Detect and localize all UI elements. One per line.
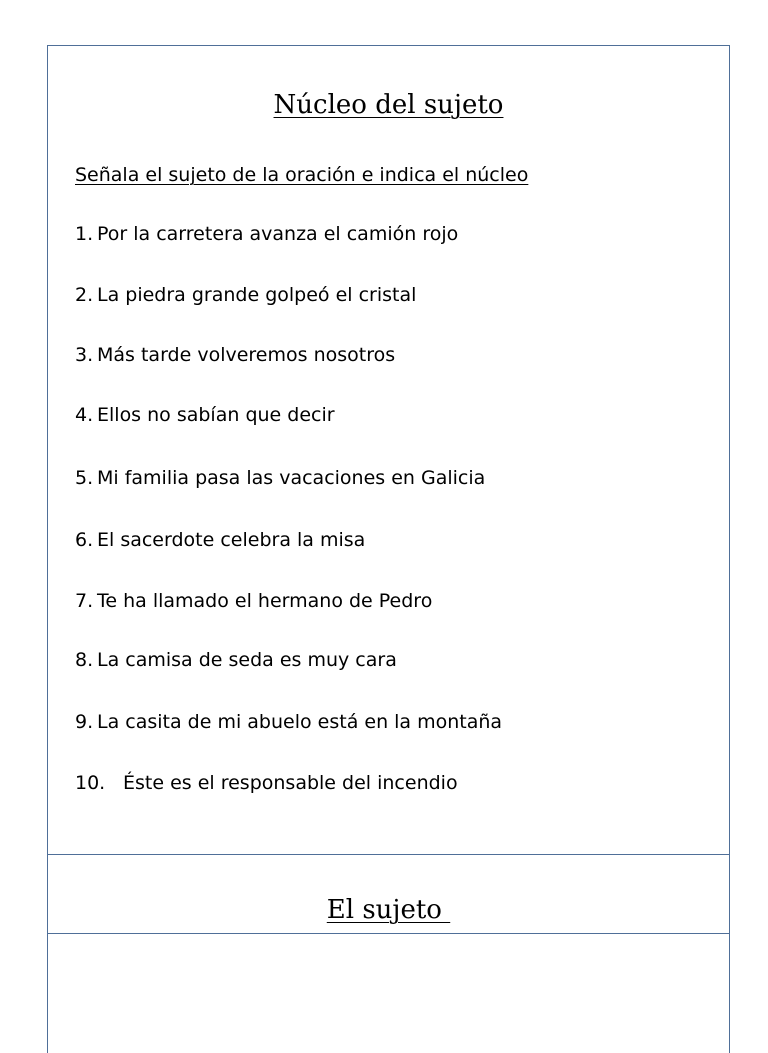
list-item-10 xyxy=(75,772,458,794)
item-number: 9. xyxy=(75,711,94,733)
item-text: Éste es el responsable del incendio xyxy=(123,772,458,794)
item-text: Te ha llamado el hermano de Pedro xyxy=(97,590,433,612)
item-number: 6. xyxy=(75,529,94,551)
item-number: 5. xyxy=(75,467,94,489)
list-item-4 xyxy=(75,404,335,426)
item-text: La piedra grande golpeó el cristal xyxy=(97,284,417,306)
instruction-text: Señala el sujeto de la oración e indica el núcleo xyxy=(75,164,529,186)
item-text: Ellos no sabían que decir xyxy=(97,404,335,426)
item-number: 3. xyxy=(75,344,94,366)
item-number: 8. xyxy=(75,649,94,671)
list-item-1 xyxy=(75,223,458,245)
list-item-9 xyxy=(75,711,502,733)
content-box xyxy=(47,933,730,1053)
list-item-7 xyxy=(75,590,432,612)
item-text: La casita de mi abuelo está en la montaña xyxy=(97,711,503,733)
item-number: 2. xyxy=(75,284,94,306)
exercise-box xyxy=(47,45,730,855)
item-text: Por la carretera avanza el camión rojo xyxy=(97,223,459,245)
item-number: 7. xyxy=(75,590,94,612)
item-text: La camisa de seda es muy cara xyxy=(97,649,397,671)
section-title-box xyxy=(47,854,730,934)
item-number: 10. xyxy=(75,772,106,794)
list-item-2 xyxy=(75,284,416,306)
section-title: El sujeto xyxy=(326,895,451,925)
item-number: 4. xyxy=(75,404,94,426)
list-item-3 xyxy=(75,344,395,366)
item-text: El sacerdote celebra la misa xyxy=(97,529,366,551)
item-text: Mi familia pasa las vacaciones en Galicia xyxy=(97,467,486,489)
list-item-6 xyxy=(75,529,365,551)
item-text: Más tarde volveremos nosotros xyxy=(97,344,396,366)
list-item-8 xyxy=(75,649,397,671)
page-title: Núcleo del sujeto xyxy=(273,90,504,120)
list-item-5 xyxy=(75,467,485,489)
item-number: 1. xyxy=(75,223,94,245)
